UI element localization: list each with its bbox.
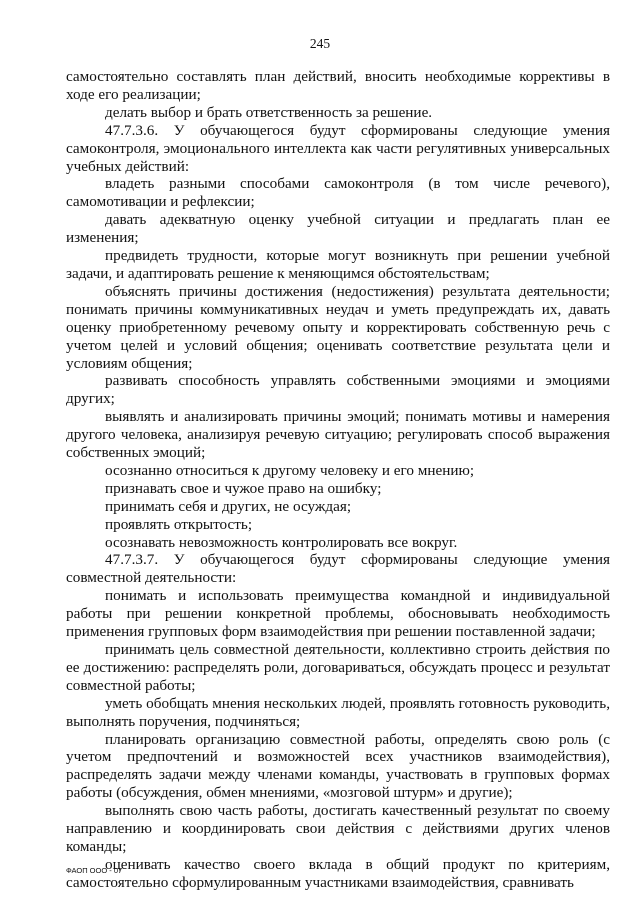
list-item: выполнять свою часть работы, достигать качественный результат по своему направлению и координировать свои действия с действиями других членов команды;	[66, 802, 610, 855]
list-item: понимать и использовать преимущества командной и индивидуальной работы при решении конкретной проблемы, обосновывать необходимость применения групповых форм взаимодействия при решении поставленной задачи;	[66, 587, 610, 641]
list-item: владеть разными способами самоконтроля (в том числе речевого), самомотивации и рефлексии;	[66, 175, 610, 211]
list-item: выявлять и анализировать причины эмоций; понимать мотивы и намерения другого человека, анализируя речевую ситуацию; регулировать способ выражения собственных эмоций;	[66, 408, 610, 462]
list-item: предвидеть трудности, которые могут возникнуть при решении учебной задачи, и адаптировать решение к меняющимся обстоятельствам;	[66, 247, 610, 282]
page-footer: ФАОП ООО - 07	[66, 866, 123, 875]
list-item: давать адекватную оценку учебной ситуации и предлагать план ее изменения;	[66, 211, 610, 247]
list-item: признавать свое и чужое право на ошибку;	[105, 479, 382, 497]
list-item: уметь обобщать мнения нескольких людей, проявлять готовность руководить, выполнять поручения, подчиняться;	[66, 694, 610, 730]
list-item: принимать себя и других, не осуждая;	[105, 497, 352, 515]
list-item: развивать способность управлять собственными эмоциями и эмоциями других;	[66, 372, 610, 408]
list-item: осознавать невозможность контролировать все вокруг.	[105, 533, 458, 551]
list-item: оценивать качество своего вклада в общий продукт по критериям, самостоятельно сформулированным участниками взаимодействия, сравнивать	[66, 855, 610, 891]
list-item: проявлять открытость;	[105, 515, 253, 533]
section-47-7-3-7-heading: 47.7.3.7. У обучающегося будут сформированы следующие умения совместной деятельности:	[66, 551, 610, 587]
list-item: планировать организацию совместной работы, определять свою роль (с учетом предпочтений и возможностей всех участников взаимодействия), распределять задачи между членами команды, участвовать в групповых формах работы (обсуждения, обмен мнениями, «мозговой штурм» и другие);	[66, 730, 610, 802]
page-body	[66, 68, 610, 892]
list-item: принимать цель совместной деятельности, коллективно строить действия по ее достижению: распределять роли, договариваться, обсуждать процесс и результат совместной работы;	[66, 641, 610, 694]
page-number: 245	[309, 36, 331, 51]
paragraph: делать выбор и брать ответственность за решение.	[105, 103, 433, 121]
list-item: объяснять причины достижения (недостижения) результата деятельности; понимать причины коммуникативных неудач и уметь предупреждать их, давать оценку приобретенному речевому опыту и корректировать собственную речь с учетом целей и условий общения; оценивать соответствие результата цели и условиям общения;	[66, 282, 610, 372]
list-item: осознанно относиться к другому человеку и его мнению;	[105, 461, 475, 479]
paragraph-continuation: самостоятельно составлять план действий, вносить необходимые коррективы в ходе его реализации;	[66, 68, 610, 103]
section-47-7-3-6-heading: 47.7.3.6. У обучающегося будут сформированы следующие умения самоконтроля, эмоционального интеллекта как части регулятивных универсальных учебных действий:	[66, 121, 610, 175]
